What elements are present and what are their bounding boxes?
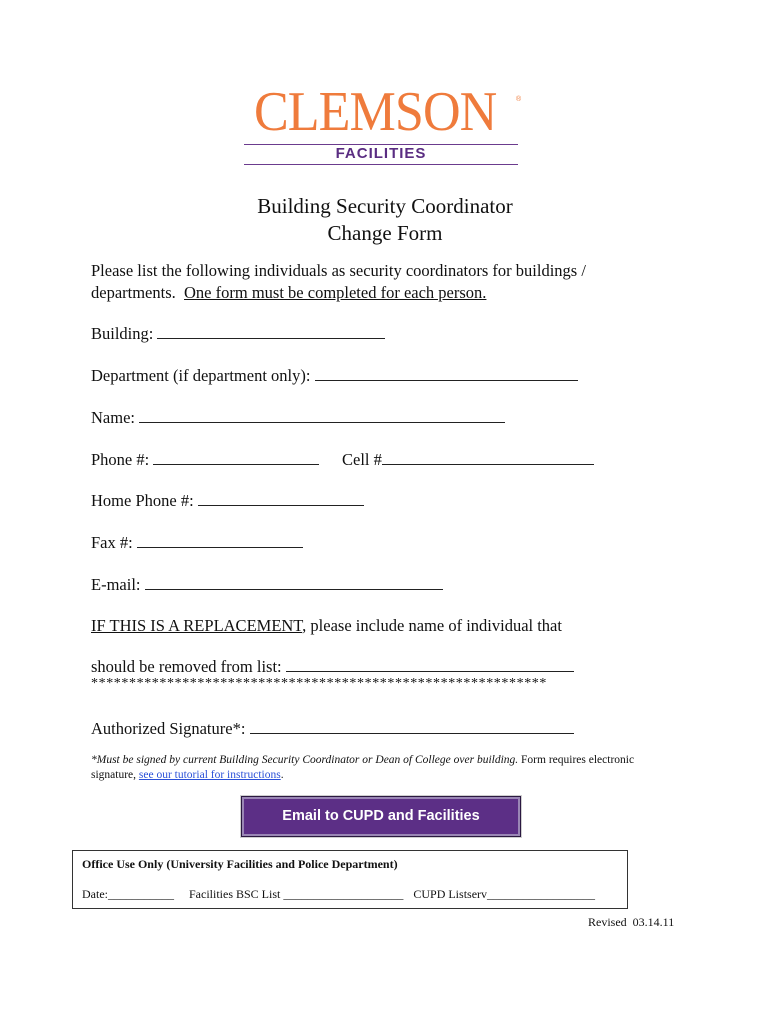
name-input[interactable] [139, 408, 505, 423]
cell-input[interactable] [382, 450, 594, 465]
department-input[interactable] [315, 366, 578, 381]
office-use-box [72, 850, 628, 909]
clemson-facilities-logo [244, 81, 526, 166]
fax-label: Fax #: [91, 533, 133, 552]
office-bsc-list: Facilities BSC List ____________________ [189, 887, 404, 901]
tutorial-link[interactable]: see our tutorial for instructions [138, 769, 281, 781]
replacement-line1 [91, 616, 562, 636]
signature-note-end: . [280, 769, 284, 781]
name-label: Name: [91, 408, 135, 427]
signature-note-text: Form requires electronic signature, [91, 754, 635, 781]
email-input[interactable] [145, 575, 443, 590]
phone-label: Phone #: [91, 450, 150, 469]
separator-stars: ************************************************************ [91, 676, 547, 691]
cell-field [342, 450, 594, 470]
department-field [91, 366, 578, 386]
building-label: Building: [91, 324, 154, 343]
signature-field [91, 719, 574, 739]
fax-field [91, 533, 303, 553]
office-use-row [82, 887, 595, 902]
intro-line2-underlined: One form must be completed for each person. [184, 283, 487, 302]
home-phone-field [91, 491, 364, 511]
replacement-line2 [91, 657, 574, 677]
form-title-line1: Building Security Coordinator [257, 194, 513, 218]
fax-input[interactable] [137, 533, 303, 548]
revision-date: Revised 03.14.11 [588, 915, 675, 929]
signature-note-italic: *Must be signed by current Building Security Coordinator or Dean of College over building. [91, 754, 519, 766]
replacement-text: , please include name of individual that [302, 616, 562, 635]
email-cupd-facilities-button[interactable]: Email to CUPD and Facilities [241, 796, 521, 837]
signature-note [91, 753, 671, 783]
phone-field [91, 450, 319, 470]
home-phone-label: Home Phone #: [91, 491, 194, 510]
office-use-title: Office Use Only (University Facilities and Police Department) [82, 857, 398, 871]
building-input[interactable] [157, 324, 385, 339]
replacement-heading: IF THIS IS A REPLACEMENT [91, 616, 303, 635]
logo-subtitle: FACILITIES [335, 145, 427, 162]
replacement-label: should be removed from list: [91, 657, 282, 676]
logo-wordmark: CLEMSON [253, 81, 497, 143]
form-title-line2: Change Form [327, 221, 443, 245]
signature-input[interactable] [250, 719, 574, 734]
phone-input[interactable] [153, 450, 319, 465]
building-field [91, 324, 385, 344]
office-date: Date:___________ [82, 887, 174, 901]
department-label: Department (if department only): [91, 366, 311, 385]
logo-registered-mark: ® [516, 96, 522, 103]
intro-line2 [91, 283, 486, 303]
office-cupd-listserv: CUPD Listserv__________________ [413, 887, 596, 901]
intro-line2-plain: departments. [91, 283, 185, 302]
replacement-name-input[interactable] [286, 657, 574, 672]
intro-line1: Please list the following individuals as security coordinators for buildings / [91, 261, 586, 280]
signature-label: Authorized Signature*: [91, 719, 246, 738]
cell-label: Cell # [342, 450, 382, 469]
logo-rule-bottom [244, 164, 518, 165]
home-phone-input[interactable] [198, 491, 364, 506]
email-field [91, 575, 443, 595]
name-field [91, 408, 505, 428]
email-label: E-mail: [91, 575, 141, 594]
